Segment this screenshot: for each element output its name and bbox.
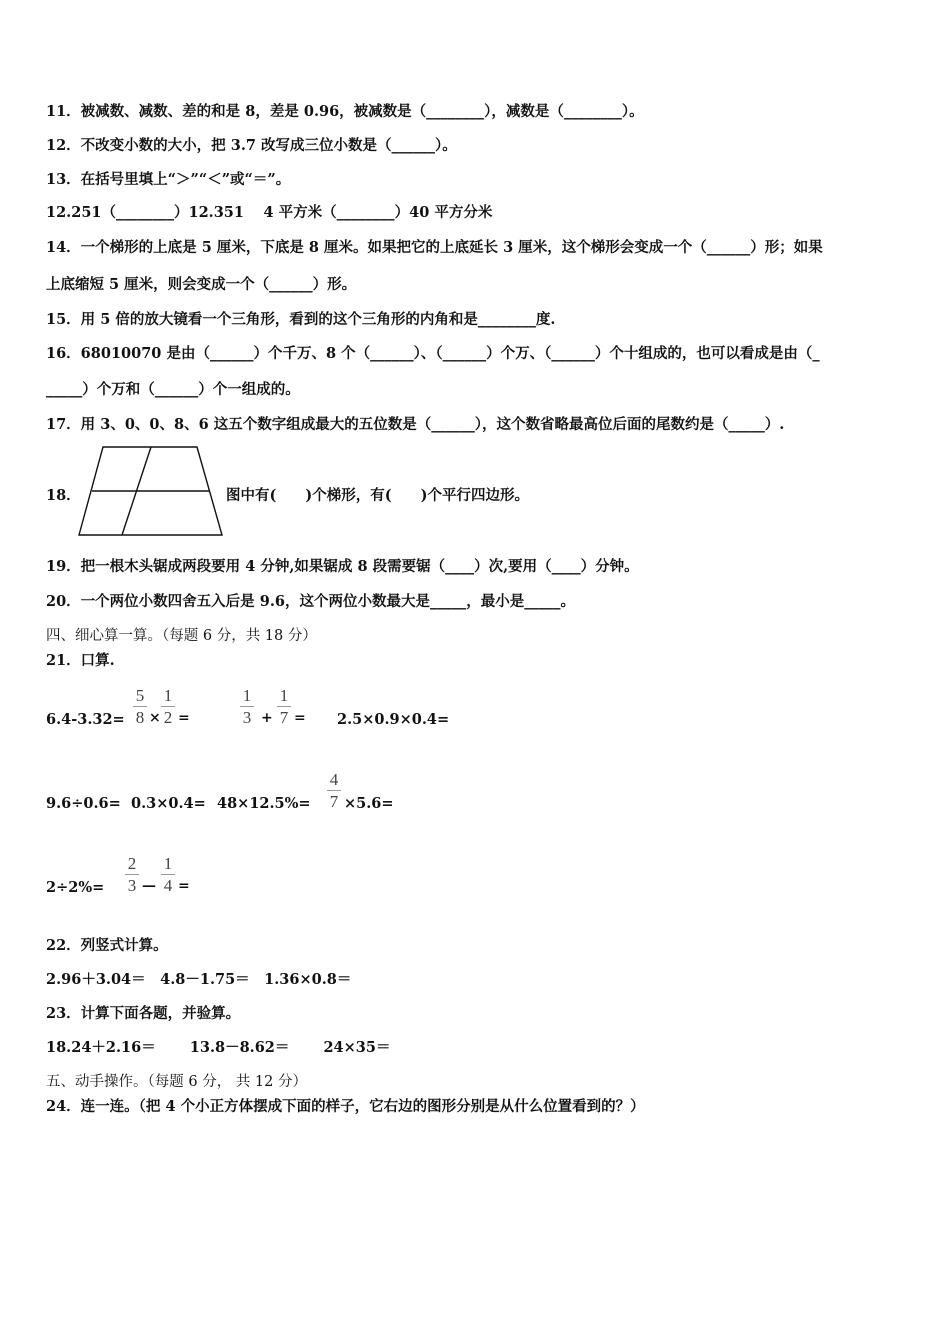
fraction-1-2: 1 2 [161, 686, 175, 727]
question-16-line2: _____）个万和（______）个一组成的。 [46, 381, 300, 398]
fraction-1-3: 1 3 [240, 686, 254, 727]
calc-2.5-times-0.9-times-0.4: 2.5×0.9×0.4= [337, 711, 450, 728]
question-13-items: 12.251（________）12.351 4 平方米（________）40 平方分米 [46, 204, 493, 221]
question-23-items: 18.24＋2.16＝ 13.8－8.62＝ 24×35＝ [46, 1039, 391, 1056]
question-22: 22．列竖式计算。 [46, 937, 168, 954]
equals-sign: = [294, 710, 306, 726]
fraction-5-8: 5 8 [133, 686, 147, 727]
plus-sign: + [261, 710, 273, 726]
question-11: 11．被减数、减数、差的和是 8，差是 0.96，被减数是（________），减数是（________）。 [46, 103, 644, 120]
question-24: 24．连一连。（把 4 个小正方体摆成下面的样子，它右边的图形分别是从什么位置看到的？） [46, 1098, 645, 1115]
equals-sign: = [178, 878, 190, 894]
question-14-line1: 14．一个梯形的上底是 5 厘米，下底是 8 厘米。如果把它的上底延长 3 厘米，这个梯形会变成一个（______）形；如果 [46, 239, 823, 256]
calc-times-5.6: ×5.6= [344, 795, 394, 812]
times-sign: × [149, 710, 161, 726]
question-15: 15．用 5 倍的放大镜看一个三角形，看到的这个三角形的内角和是________度. [46, 311, 556, 328]
question-23: 23．计算下面各题，并验算。 [46, 1005, 241, 1022]
fraction-4-7: 4 7 [327, 770, 341, 811]
equals-sign: = [178, 710, 190, 726]
question-18-number: 18． [46, 487, 81, 504]
fraction-1-7: 1 7 [277, 686, 291, 727]
calc-6.4-minus-3.32: 6.4-3.32= [46, 711, 125, 728]
question-21: 21．口算. [46, 652, 115, 669]
section-4-title: 四、细心算一算。（每题 6 分，共 18 分） [46, 628, 317, 644]
calc-9.6-div-0.6: 9.6÷0.6= [46, 795, 121, 812]
question-20: 20．一个两位小数四舍五入后是 9.6，这个两位小数最大是_____，最小是_____。 [46, 593, 575, 610]
question-14-line2: 上底缩短 5 厘米，则会变成一个（______）形。 [46, 276, 357, 293]
question-13: 13．在括号里填上“＞”“＜”或“＝”。 [46, 171, 291, 188]
question-17: 17．用 3、0、0、8、6 这五个数字组成最大的五位数是（______），这个数省略最高位后面的尾数约是（_____）. [46, 416, 785, 433]
question-22-items: 2.96＋3.04＝ 4.8－1.75＝ 1.36×0.8＝ [46, 971, 352, 988]
trapezoid-figure [76, 444, 226, 539]
question-12: 12．不改变小数的大小，把 3.7 改写成三位小数是（______）。 [46, 137, 457, 154]
section-5-title: 五、动手操作。（每题 6 分， 共 12 分） [46, 1074, 307, 1090]
question-19: 19．把一根木头锯成两段要用 4 分钟,如果锯成 8 段需要锯（____）次,要用（____）分钟。 [46, 558, 639, 575]
question-18-text: 图中有( )个梯形，有( )个平行四边形。 [226, 487, 529, 504]
calc-0.3-times-0.4: 0.3×0.4= [131, 795, 206, 812]
fraction-2-3: 2 3 [125, 854, 139, 895]
question-16-line1: 16．68010070 是由（______）个千万、8 个（______）、（______）个万、（______）个十组成的，也可以看成是由（_ [46, 345, 820, 362]
fraction-1-4: 1 4 [161, 854, 175, 895]
calc-2-div-2pct: 2÷2%= [46, 879, 105, 896]
minus-sign: — [142, 878, 156, 894]
calc-48-times-12.5pct: 48×12.5%= [217, 795, 311, 812]
